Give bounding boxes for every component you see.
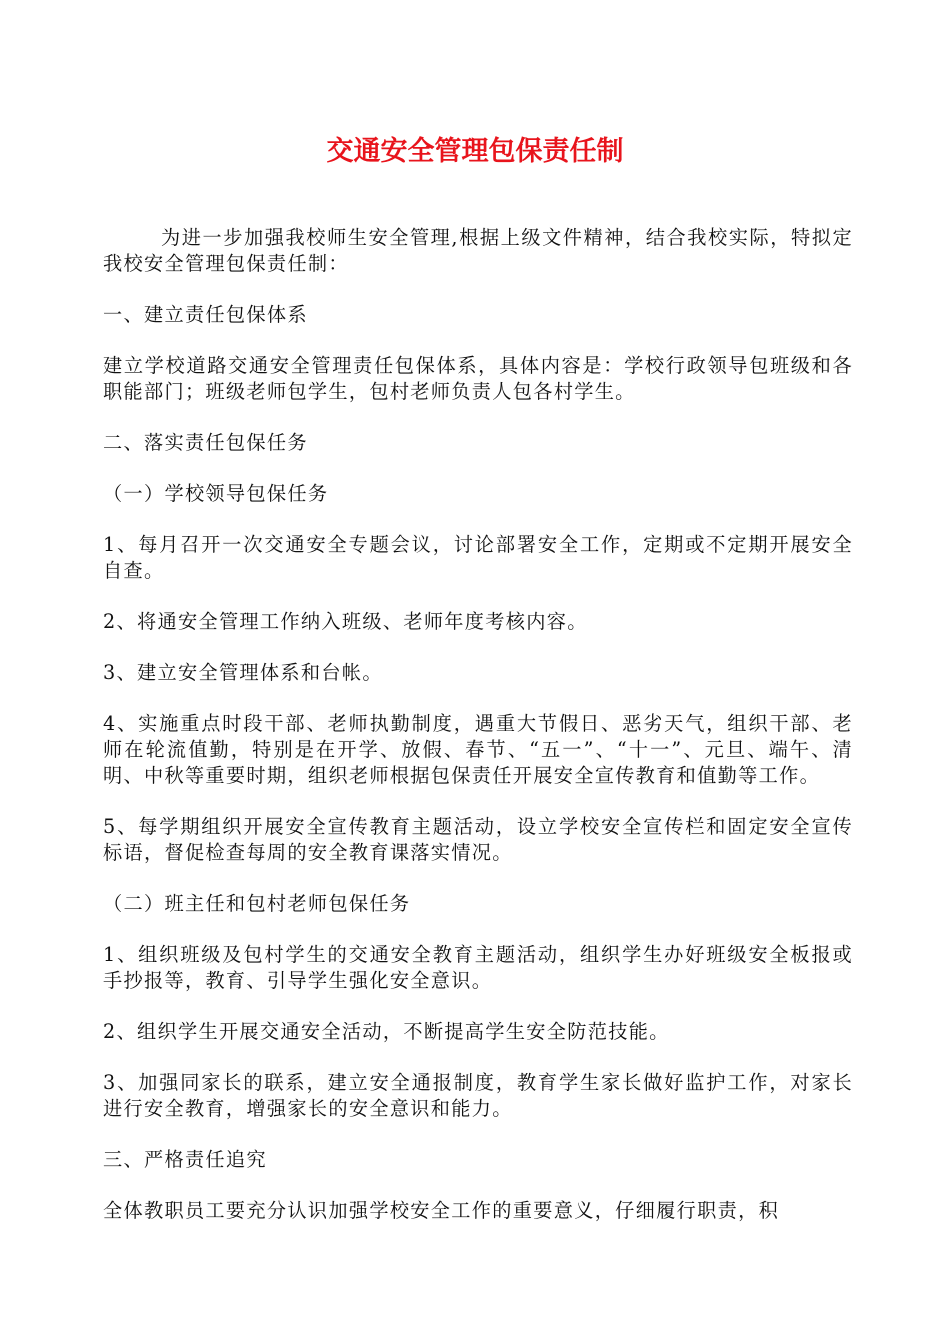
subsection-heading-1: （一）学校领导包保任务 xyxy=(103,482,329,505)
list-item: 2、组织学生开展交通安全活动，不断提高学生安全防范技能。 xyxy=(103,1020,670,1043)
list-item: 3、建立安全管理体系和台帐。 xyxy=(103,661,383,684)
intro-paragraph: 为进一步加强我校师生安全管理,根据上级文件精神，结合我校实际，特拟定我校安全管理包保责任制： xyxy=(103,226,853,275)
list-item: 5、每学期组织开展安全宣传教育主题活动，设立学校安全宣传栏和固定安全宣传标语，督促检查每周的安全教育课落实情况。 xyxy=(103,815,853,864)
list-item: 2、将通安全管理工作纳入班级、老师年度考核内容。 xyxy=(103,610,588,633)
list-item: 3、加强同家长的联系，建立安全通报制度，教育学生家长做好监护工作，对家长进行安全教育，增强家长的安全意识和能力。 xyxy=(103,1071,853,1120)
section-1-text: 建立学校道路交通安全管理责任包保体系，具体内容是：学校行政领导包班级和各职能部门；班级老师包学生，包村老师负责人包各村学生。 xyxy=(103,354,853,403)
document-body xyxy=(103,225,853,1249)
subsection-heading-2: （二）班主任和包村老师包保任务 xyxy=(103,892,411,915)
list-item: 1、每月召开一次交通安全专题会议，讨论部署安全工作，定期或不定期开展安全自查。 xyxy=(103,533,853,582)
document-title: 交通安全管理包保责任制 xyxy=(326,136,624,167)
section-3-text: 全体教职员工要充分认识加强学校安全工作的重要意义，仔细履行职责，积 xyxy=(103,1199,780,1222)
list-item: 4、实施重点时段干部、老师执勤制度，遇重大节假日、恶劣天气，组织干部、老师在轮流值勤，特别是在开学、放假、春节、“五一”、“十一”、元旦、端午、清明、中秋等重要时期，组织老师根据包保责任开展安全宣传教育和值勤等工作。 xyxy=(103,712,853,787)
list-item: 1、组织班级及包村学生的交通安全教育主题活动，组织学生办好班级安全板报或手抄报等，教育、引导学生强化安全意识。 xyxy=(103,943,853,992)
section-heading-1: 一、建立责任包保体系 xyxy=(103,303,308,326)
section-heading-2: 二、落实责任包保任务 xyxy=(103,431,308,454)
section-heading-3: 三、严格责任追究 xyxy=(103,1148,267,1171)
